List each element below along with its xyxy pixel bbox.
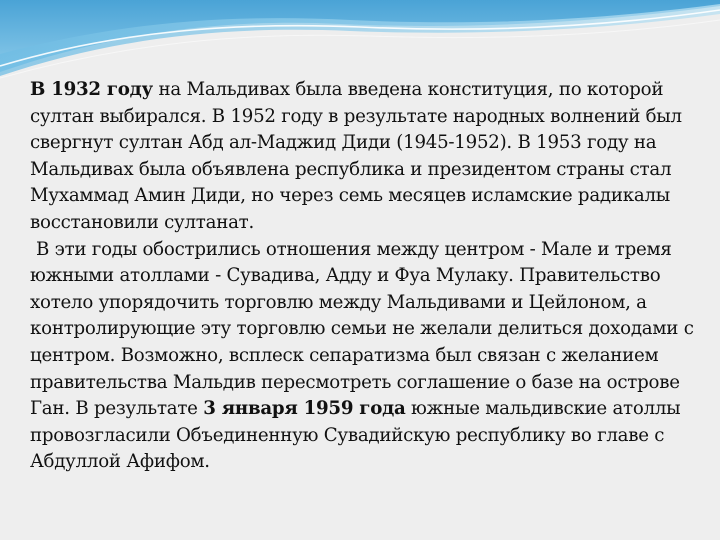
paragraph-1: [30, 77, 714, 237]
slide-body: [30, 77, 714, 476]
paragraph-2: [30, 237, 714, 476]
paragraph-1-date: В 1932 году: [30, 79, 153, 100]
paragraph-2-text-start: В эти годы обострились отношения между центром - Мале и тремя южными атоллами - Сувадива, Адду и Фуа Мулаку. Правительство хотело упорядочить торговлю между Мальдивами и Цейлоном, а контролирующие эту торговлю семьи не желали делиться доходами с центром. Возможно, всплеск сепаратизма был связан с желанием правительства Мальдив пересмотреть соглашение о базе на острове Ган. В результате: [30, 238, 694, 420]
paragraph-1-text: на Мальдивах была введена конституция, по которой султан выбирался. В 1952 году в результате народных волнений был свергнут султан Абд ал-Маджид Диди (1945-1952). В 1953 году на Мальдивах была объявлена республика и президентом страны стал Мухаммад Амин Диди, но через семь месяцев исламские радикалы восстановили султанат.: [30, 79, 682, 233]
paragraph-2-text-end: южные мальдивские атоллы провозгласили Объединенную Сувадийскую республику во главе с Абдуллой Афифом.: [30, 398, 681, 473]
paragraph-2-date: 3 января 1959 года: [203, 398, 406, 420]
header-wave-decoration: [0, 0, 720, 80]
